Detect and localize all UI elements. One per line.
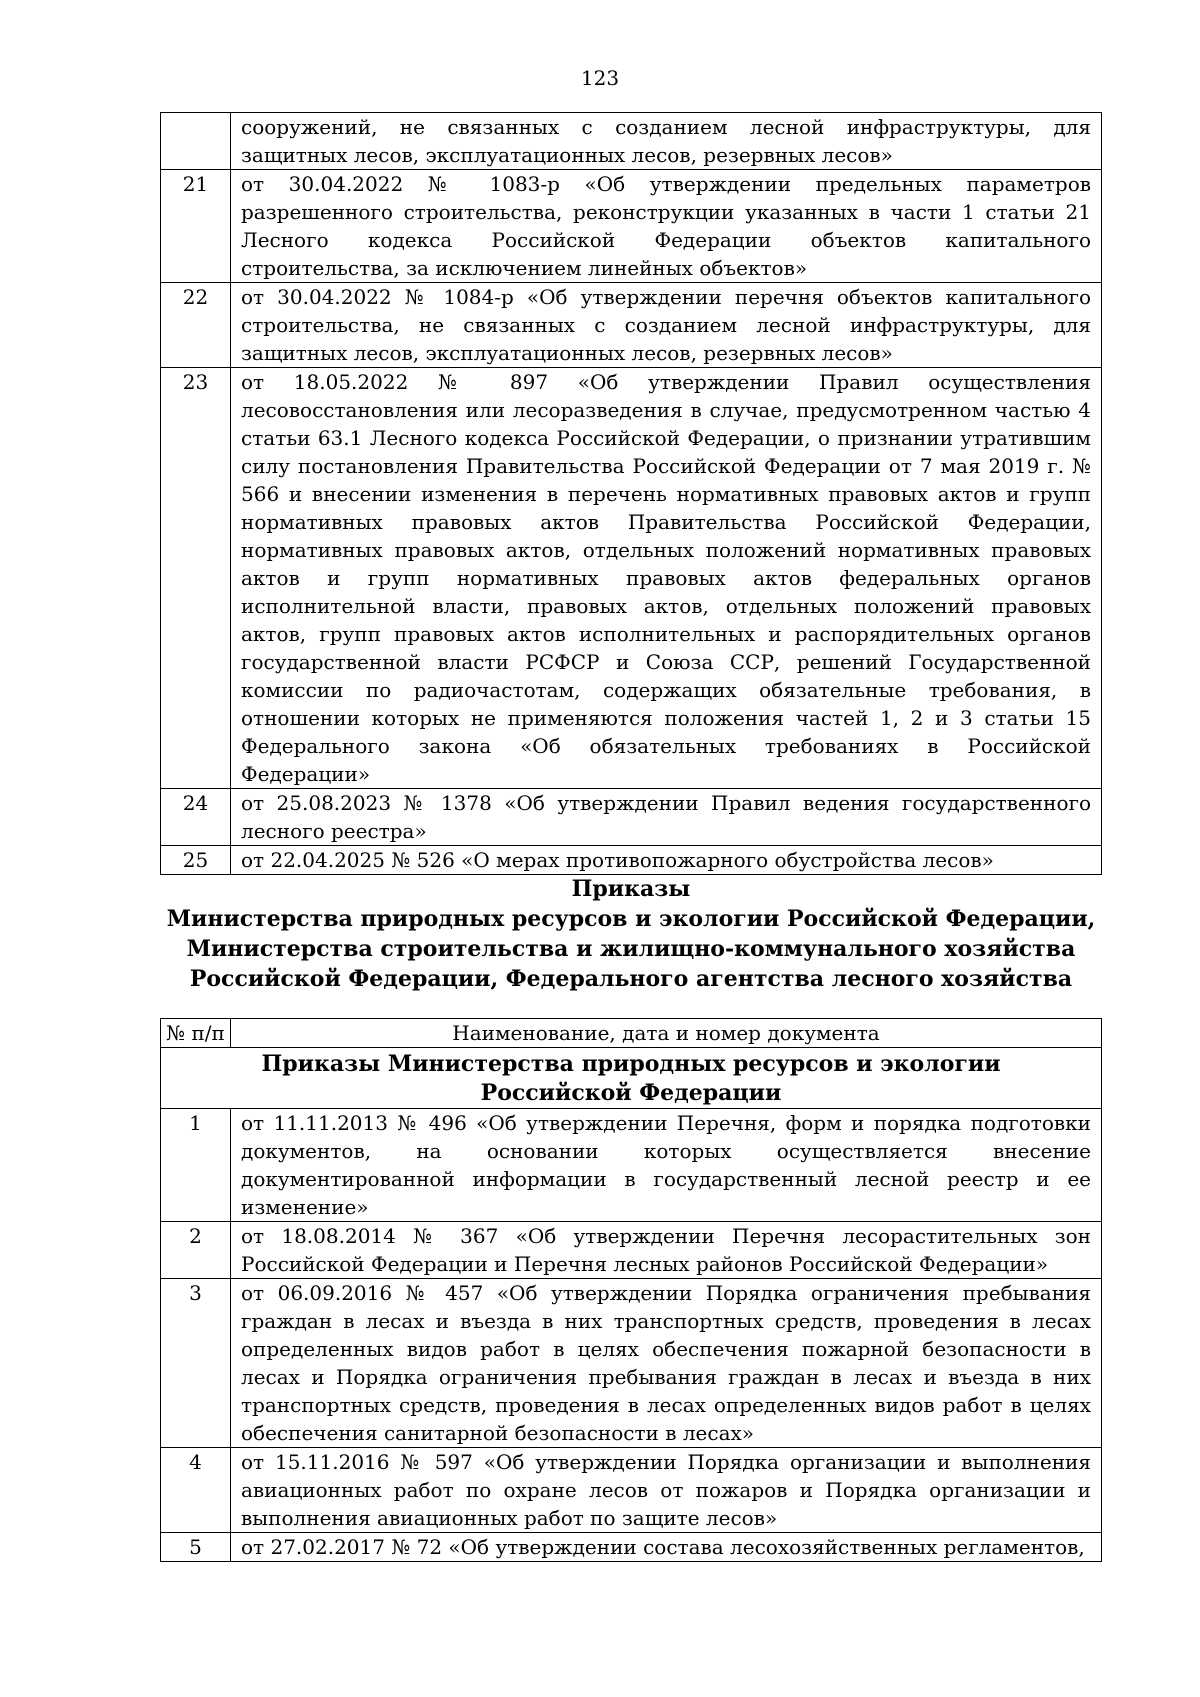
- table-row: [161, 1109, 1102, 1222]
- table-row: [161, 1279, 1102, 1448]
- header-number: № п/п: [161, 1019, 231, 1048]
- row-text: от 11.11.2013 № 496 «Об утверждении Перечня, форм и порядка подготовки документов, на основании которых осуществляется внесение документированной информации в государственный лесной реестр и ее изменение»: [231, 1109, 1102, 1222]
- row-number: [161, 113, 231, 170]
- row-number: 24: [161, 789, 231, 846]
- table-row: [161, 170, 1102, 283]
- row-number: 22: [161, 283, 231, 368]
- row-number: 1: [161, 1109, 231, 1222]
- group-row: [161, 1048, 1102, 1109]
- row-text: от 30.04.2022 № 1084-р «Об утверждении перечня объектов капитального строительства, не связанных с созданием лесной инфраструктуры, для защитных лесов, эксплуатационных лесов, резервных лесов»: [231, 283, 1102, 368]
- row-number: 23: [161, 368, 231, 789]
- section-title-line: Министерства строительства и жилищно-коммунального хозяйства: [186, 936, 1076, 962]
- row-number: 2: [161, 1222, 231, 1279]
- row-number: 4: [161, 1448, 231, 1533]
- table-header-row: [161, 1019, 1102, 1048]
- section-title: [160, 874, 1102, 994]
- table-row: [161, 368, 1102, 789]
- row-text: от 25.08.2023 № 1378 «Об утверждении Правил ведения государственного лесного реестра»: [231, 789, 1102, 846]
- table-row: [161, 1448, 1102, 1533]
- row-number: 21: [161, 170, 231, 283]
- row-text: от 27.02.2017 № 72 «Об утверждении состава лесохозяйственных регламентов,: [231, 1533, 1102, 1562]
- orders-table: [160, 1018, 1102, 1562]
- section-title-line: Министерства природных ресурсов и экологии Российской Федерации,: [166, 906, 1096, 932]
- table-row: [161, 283, 1102, 368]
- row-text: от 18.05.2022 № 897 «Об утверждении Правил осуществления лесовосстановления или лесоразведения в случае, предусмотренном частью 4 статьи 63.1 Лесного кодекса Российской Федерации, о признании утратившим силу постановления Правительства Российской Федерации от 7 мая 2019 г. № 566 и внесении изменения в перечень нормативных правовых актов и групп нормативных правовых актов Правительства Российской Федерации, нормативных правовых актов, отдельных положений нормативных правовых актов и групп нормативных правовых актов федеральных органов исполнительной власти, правовых актов, отдельных положений правовых актов, групп правовых актов исполнительных и распорядительных органов государственной власти РСФСР и Союза ССР, решений Государственной комиссии по радиочастотам, содержащих обязательные требования, в отношении которых не применяются положения частей 1, 2 и 3 статьи 15 Федерального закона «Об обязательных требованиях в Российской Федерации»: [231, 368, 1102, 789]
- section-title-line: Приказы: [571, 876, 691, 902]
- row-text: от 18.08.2014 № 367 «Об утверждении Перечня лесорастительных зон Российской Федерации и Перечня лесных районов Российской Федерации»: [231, 1222, 1102, 1279]
- row-text: от 22.04.2025 № 526 «О мерах противопожарного обустройства лесов»: [231, 846, 1102, 875]
- row-number: 25: [161, 846, 231, 875]
- row-number: 3: [161, 1279, 231, 1448]
- row-text: сооружений, не связанных с созданием лесной инфраструктуры, для защитных лесов, эксплуатационных лесов, резервных лесов»: [231, 113, 1102, 170]
- section-title-line: Российской Федерации, Федерального агентства лесного хозяйства: [189, 966, 1073, 992]
- group-title: Приказы Министерства природных ресурсов и экологии Российской Федерации: [161, 1048, 1102, 1109]
- table-row: [161, 113, 1102, 170]
- page-number: 123: [580, 66, 620, 90]
- row-text: от 15.11.2016 № 597 «Об утверждении Порядка организации и выполнения авиационных работ по охране лесов от пожаров и Порядка организации и выполнения авиационных работ по защите лесов»: [231, 1448, 1102, 1533]
- row-text: от 30.04.2022 № 1083-р «Об утверждении предельных параметров разрешенного строительства, реконструкции указанных в части 1 статьи 21 Лесного кодекса Российской Федерации объектов капитального строительства, за исключением линейных объектов»: [231, 170, 1102, 283]
- acts-table-top: [160, 112, 1102, 875]
- row-text: от 06.09.2016 № 457 «Об утверждении Порядка ограничения пребывания граждан в лесах и въезда в них транспортных средств, проведения в лесах определенных видов работ в целях обеспечения пожарной безопасности в лесах и Порядка ограничения пребывания граждан в лесах и въезда в них транспортных средств, проведения в лесах определенных видов работ в целях обеспечения санитарной безопасности в лесах»: [231, 1279, 1102, 1448]
- table-row: [161, 1222, 1102, 1279]
- header-name: Наименование, дата и номер документа: [231, 1019, 1102, 1048]
- table-row: [161, 1533, 1102, 1562]
- table-row: [161, 789, 1102, 846]
- table-row: [161, 846, 1102, 875]
- row-number: 5: [161, 1533, 231, 1562]
